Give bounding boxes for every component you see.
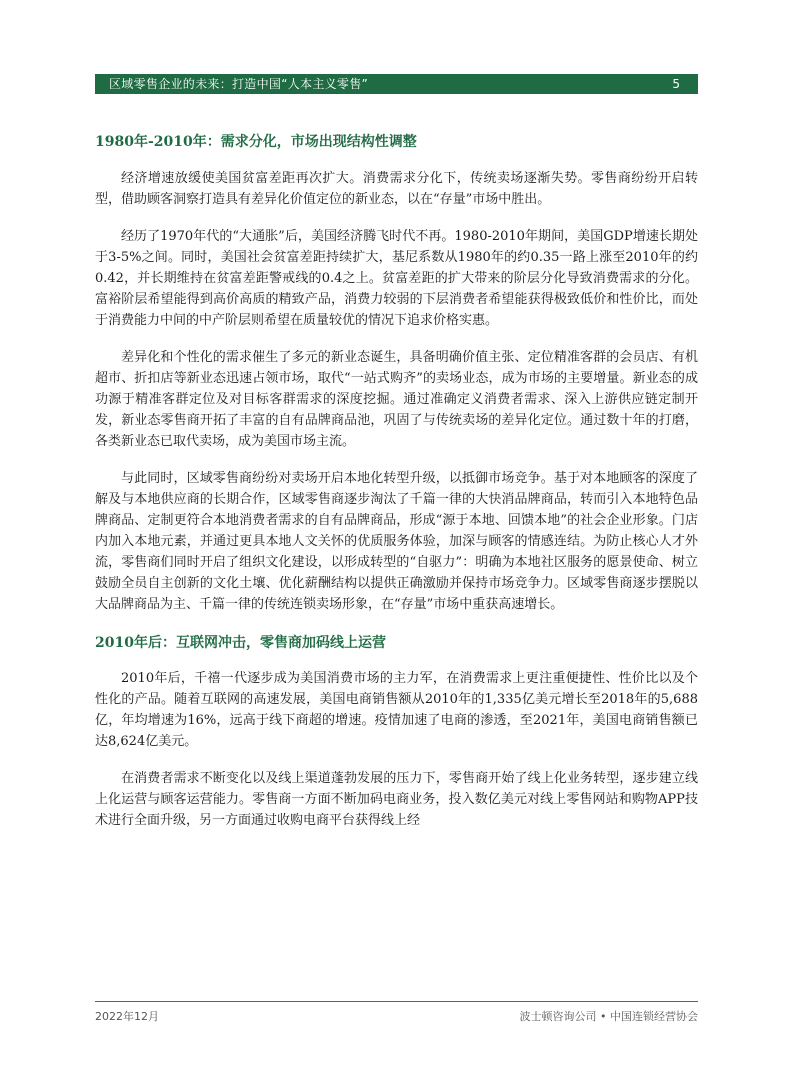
paragraph: 2010年后，千禧一代逐步成为美国消费市场的主力军，在消费需求上更注重便捷性、性价比以及个性化的产品。随着互联网的高速发展，美国电商销售额从2010年的1,335亿美元增长至2018年的5,688亿，年均增速为16%，远高于线下商超的增速。疫情加速了电商的渗透，至2021年，美国电商销售额已达8,624亿美元。 bbox=[95, 671, 698, 749]
section-heading-1980-2010: 1980年-2010年：需求分化，市场出现结构性调整 bbox=[95, 134, 417, 150]
footer-date: 2022年12月 bbox=[95, 1010, 159, 1023]
document-body bbox=[95, 130, 698, 831]
header-bar bbox=[95, 74, 698, 94]
footer-divider bbox=[95, 1001, 698, 1002]
paragraph: 经历了1970年代的“大通胀”后，美国经济腾飞时代不再。1980-2010年期间，美国GDP增速长期处于3-5%之间。同时，美国社会贫富差距持续扩大，基尼系数从1980年的约0.35一路上涨至2010年的约0.42，并长期维持在贫富差距警戒线的0.4之上。贫富差距的扩大带来的阶层分化导致消费需求的分化。富裕阶层希望能得到高价高质的精致产品，消费力较弱的下层消费者希望能获得极致低价和性价比，而处于消费能力中间的中产阶层则希望在质量较优的情况下追求价格实惠。 bbox=[95, 229, 698, 328]
section-heading-after-2010: 2010年后：互联网冲击，零售商加码线上运营 bbox=[95, 635, 386, 651]
footer-publisher: 波士顿咨询公司 • 中国连锁经营协会 bbox=[519, 1010, 698, 1023]
paragraph: 与此同时，区域零售商纷纷对卖场开启本地化转型升级，以抵御市场竞争。基于对本地顾客的深度了解及与本地供应商的长期合作，区域零售商逐步淘汰了千篇一律的大快消品牌商品，转而引入本地特色品牌商品、定制更符合本地消费者需求的自有品牌商品，形成“源于本地、回馈本地”的社会企业形象。门店内加入本地元素，并通过更具本地人文关怀的优质服务体验，加深与顾客的情感连结。为防止核心人才外流，零售商们同时开启了组织文化建设，以形成转型的“自驱力”：明确为本地社区服务的愿景使命、树立鼓励全员自主创新的文化土壤、优化薪酬结构以提供正确激励并保持市场竞争力。区域零售商逐步摆脱以大品牌商品为主、千篇一律的传统连锁卖场形象，在“存量”市场中重获高速增长。 bbox=[95, 471, 698, 612]
running-title: 区域零售企业的未来：打造中国“人本主义零售” bbox=[109, 77, 369, 91]
paragraph: 差异化和个性化的需求催生了多元的新业态诞生，具备明确价值主张、定位精准客群的会员店、有机超市、折扣店等新业态迅速占领市场，取代“一站式购齐”的卖场业态，成为市场的主要增量。新业态的成功源于精准客群定位及对目标客群需求的深度挖掘。通过准确定义消费者需求、深入上游供应链定制开发，新业态零售商开拓了丰富的自有品牌商品池，巩固了与传统卖场的差异化定位。通过数十年的打磨，各类新业态已取代卖场，成为美国市场主流。 bbox=[95, 350, 698, 449]
paragraph: 经济增速放缓使美国贫富差距再次扩大。消费需求分化下，传统卖场逐渐失势。零售商纷纷开启转型，借助顾客洞察打造具有差异化价值定位的新业态，以在“存量”市场中胜出。 bbox=[95, 171, 698, 207]
page-number: 5 bbox=[672, 77, 680, 91]
paragraph: 在消费者需求不断变化以及线上渠道蓬勃发展的压力下，零售商开始了线上化业务转型，逐步建立线上化运营与顾客运营能力。零售商一方面不断加码电商业务，投入数亿美元对线上零售网站和购物APP技术进行全面升级，另一方面通过收购电商平台获得线上经 bbox=[95, 771, 698, 828]
